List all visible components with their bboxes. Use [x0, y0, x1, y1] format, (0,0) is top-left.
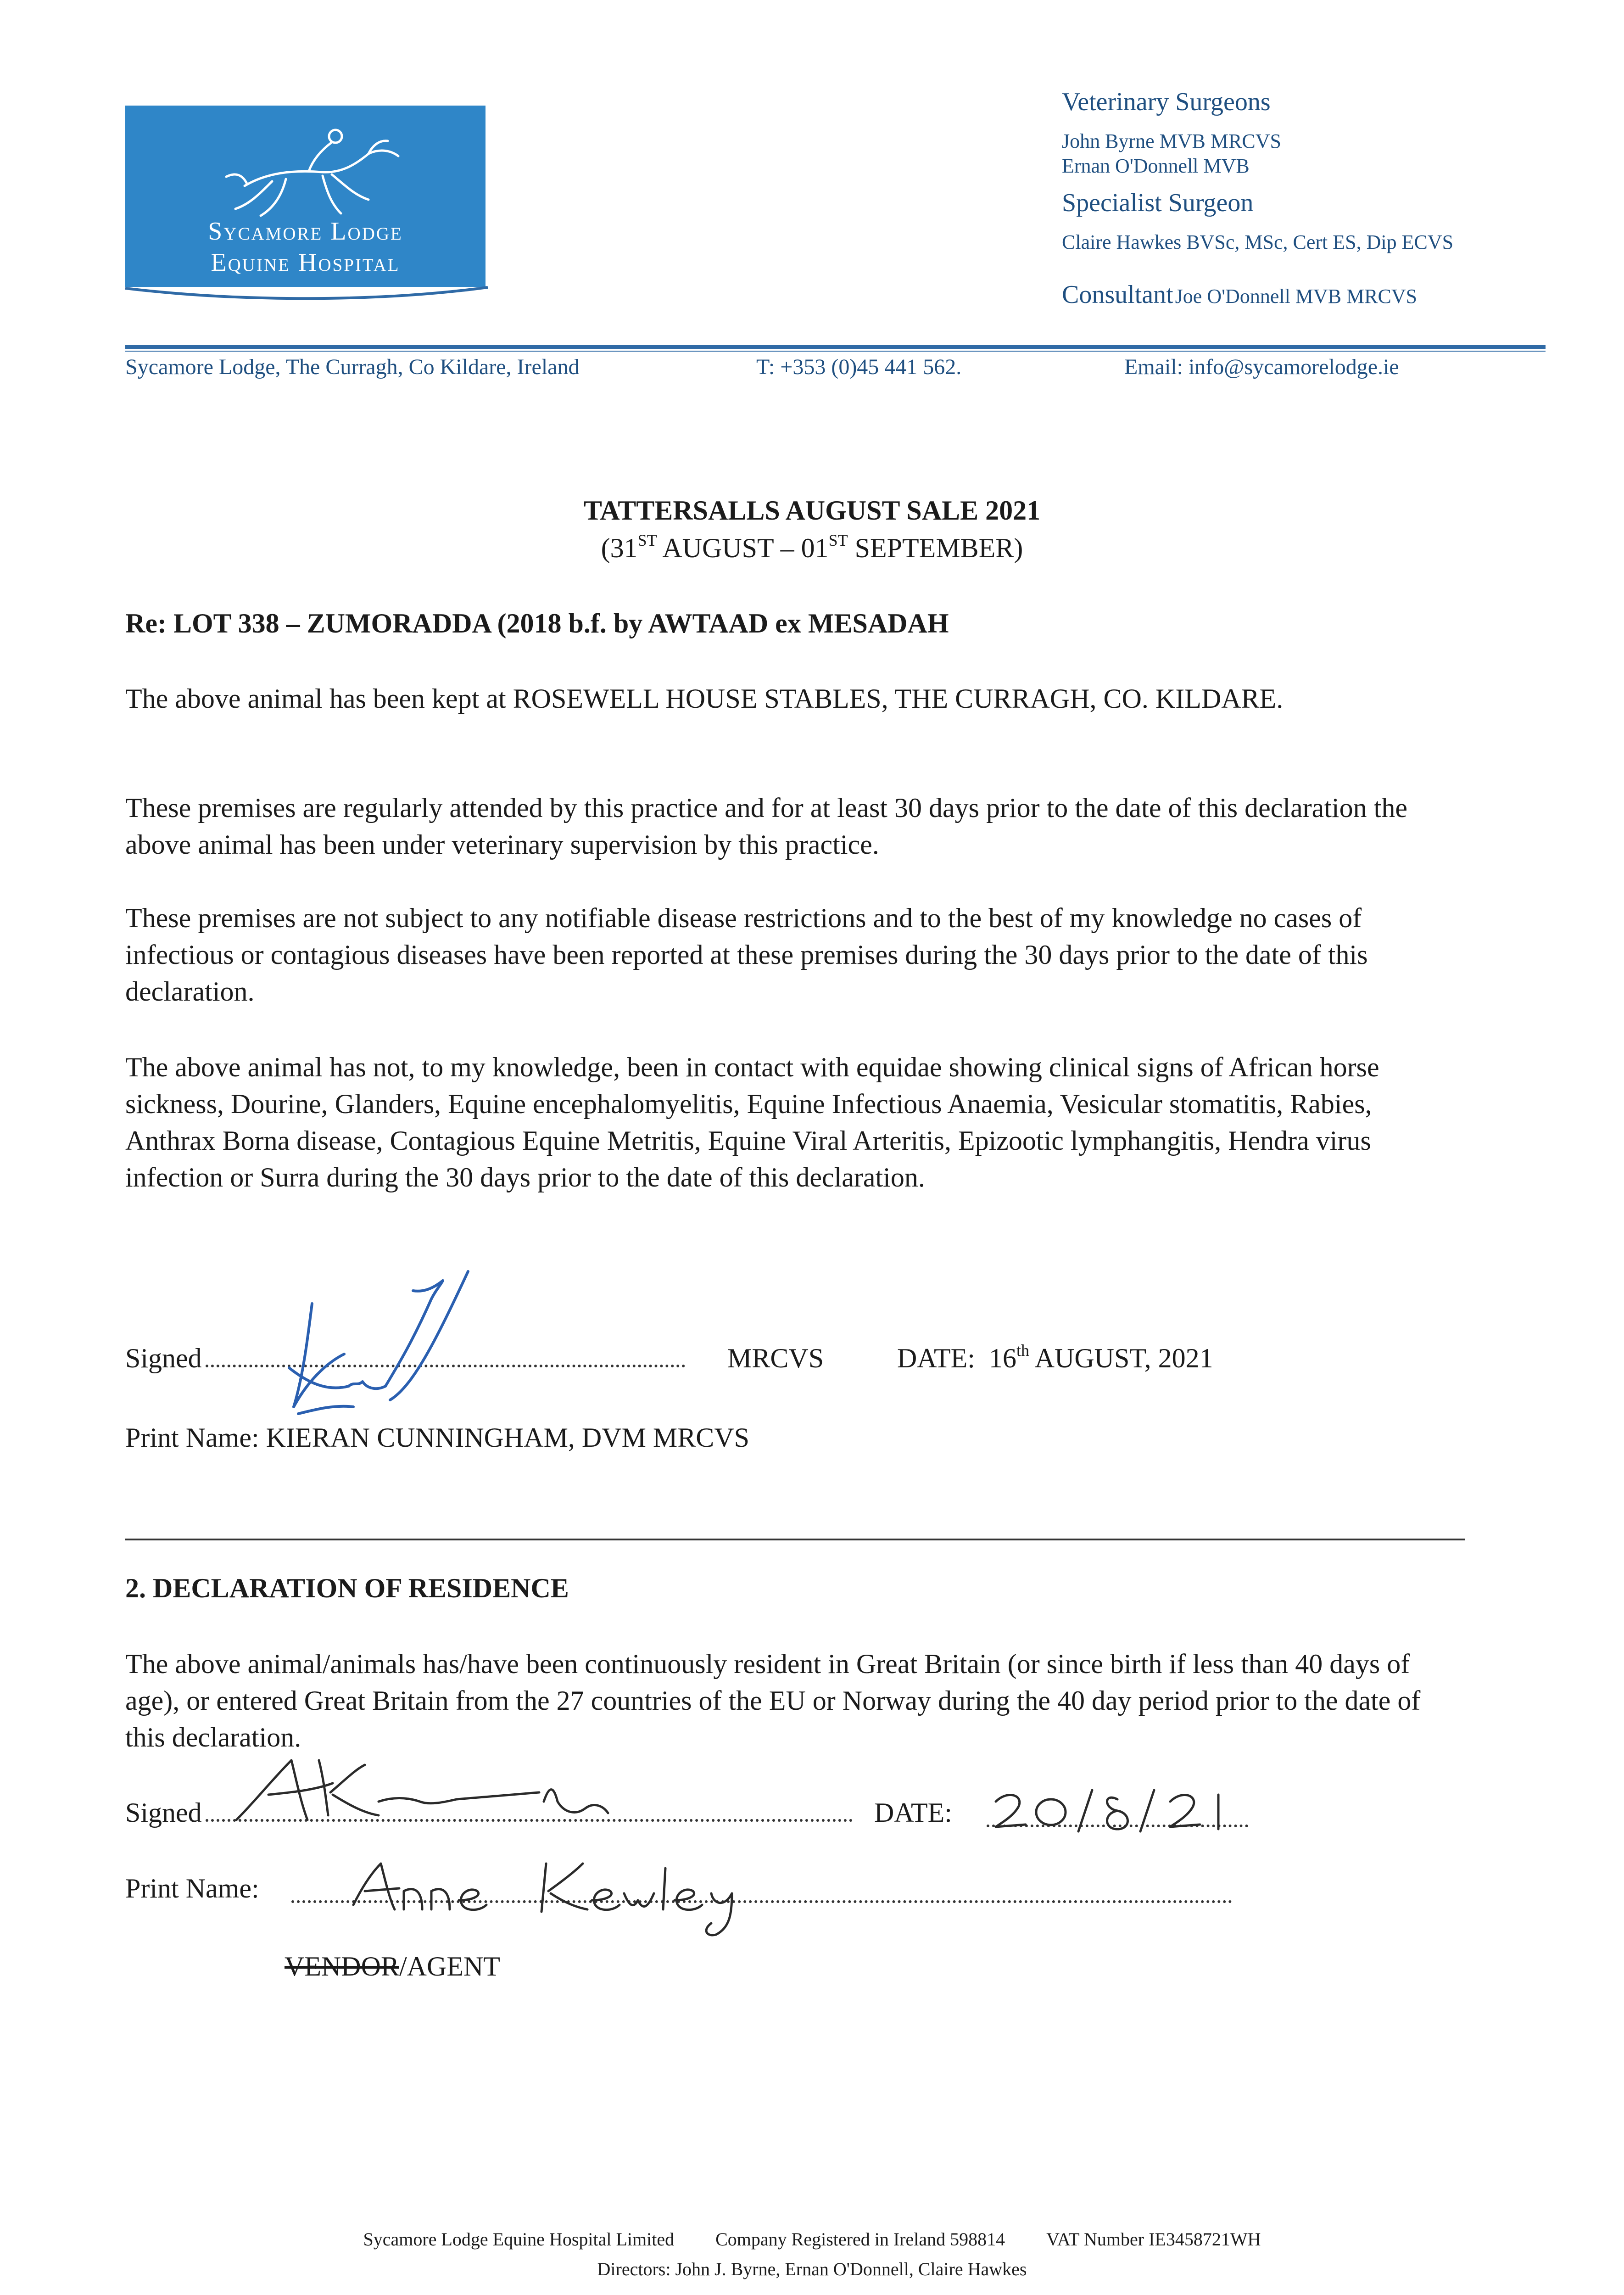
letterhead-rule-thin	[125, 351, 1546, 352]
role-vendor-struck: VENDOR	[285, 1951, 399, 1982]
residence-paragraph: The above animal/animals has/have been continuously resident in Great Britain (or since birth if less than 40 days of age), or entered Great Britain from the 27 countries of the EU or Norway during the 40 day period prior to the date of this declaration.	[125, 1649, 1421, 1752]
handwritten-date	[987, 1786, 1244, 1836]
agent-print-label: Print Name:	[125, 1873, 259, 1903]
footer-company: Sycamore Lodge Equine Hospital Limited	[363, 2229, 675, 2250]
handwritten-print-name	[349, 1854, 789, 1942]
letterhead-rule	[125, 345, 1546, 349]
consultant-line	[1062, 280, 1417, 309]
footer-company-line	[0, 2228, 1624, 2250]
email-address: Email: info@sycamorelodge.ie	[1124, 355, 1399, 379]
date-rest: AUGUST, 2021	[1029, 1343, 1213, 1373]
dates-suffix: ST	[637, 531, 657, 549]
agent-date-label: DATE:	[874, 1797, 952, 1828]
residence-heading: 2. DECLARATION OF RESIDENCE	[125, 1573, 569, 1603]
footer-directors: Directors: John J. Byrne, Ernan O'Donnell, Claire Hawkes	[597, 2259, 1027, 2279]
dates-suffix: ST	[828, 531, 848, 549]
sale-dates	[0, 532, 1624, 564]
footer-vat: VAT Number IE3458721WH	[1046, 2229, 1261, 2250]
logo-line-1: Sycamore Lodge	[208, 217, 403, 246]
dates-open: (31	[601, 533, 638, 563]
lot-reference: Re: LOT 338 – ZUMORADDA (2018 b.f. by AWTAAD ex MESADAH	[125, 608, 949, 638]
date-label: DATE:	[897, 1343, 975, 1373]
phone-number: T: +353 (0)45 441 562.	[756, 355, 962, 379]
mrcvs-suffix: MRCVS	[727, 1343, 824, 1373]
postal-address: Sycamore Lodge, The Curragh, Co Kildare, Ireland	[125, 355, 580, 379]
racehorse-icon	[217, 117, 410, 223]
vet-surgeons-heading: Veterinary Surgeons	[1062, 88, 1271, 116]
sale-title: TATTERSALLS AUGUST SALE 2021	[583, 495, 1041, 526]
signed-label: Signed	[125, 1797, 202, 1828]
specialist-name: Claire Hawkes BVSc, MSc, Cert ES, Dip ECVS	[1062, 231, 1454, 253]
logo-swoosh	[125, 284, 488, 302]
premises-paragraph: The above animal has been kept at ROSEWELL HOUSE STABLES, THE CURRAGH, CO. KILDARE.	[125, 683, 1284, 714]
section-divider	[125, 1539, 1465, 1540]
role-line	[285, 1951, 500, 1982]
hospital-logo	[125, 106, 486, 287]
footer-registration: Company Registered in Ireland 598814	[715, 2229, 1005, 2250]
specialist-heading: Specialist Surgeon	[1062, 189, 1254, 217]
signed-label: Signed	[125, 1343, 202, 1373]
dates-close: SEPTEMBER)	[848, 533, 1023, 563]
vet-surgeon-name: Ernan O'Donnell MVB	[1062, 155, 1250, 177]
disease-contact-paragraph: The above animal has not, to my knowledge, been in contact with equidae showing clinical signs of African horse sickness, Dourine, Glanders, Equine encephalomyelitis, Equine Infectious Anaemia, Vesicular stomatitis, Rabies, Anthrax Borna disease, Contagious Equine Metritis, Equine Viral Arteritis, Epizootic lymphangitis, Hendra virus infection or Surra during the 30 days prior to the date of this declaration.	[125, 1052, 1379, 1192]
supervision-paragraph: These premises are regularly attended by this practice and for at least 30 days prior to the date of this declaration the above animal has been under veterinary supervision by this practice.	[125, 793, 1407, 860]
agent-handwritten-signature	[227, 1751, 640, 1829]
consultant-name: Joe O'Donnell MVB MRCVS	[1175, 285, 1418, 308]
logo-line-2: Equine Hospital	[211, 248, 400, 277]
consultant-heading: Consultant	[1062, 280, 1173, 309]
vet-print-name: Print Name: KIERAN CUNNINGHAM, DVM MRCVS	[125, 1422, 750, 1453]
vet-handwritten-signature	[239, 1248, 496, 1432]
vet-date	[897, 1343, 1213, 1374]
role-agent: /AGENT	[399, 1951, 500, 1982]
date-suffix: th	[1016, 1341, 1029, 1360]
dates-middle: AUGUST – 01	[657, 533, 829, 563]
restrictions-paragraph: These premises are not subject to any notifiable disease restrictions and to the best of my knowledge no cases of infectious or contagious diseases have been reported at these premises during the 30 days prior to the date of this declaration.	[125, 903, 1368, 1007]
date-day: 16	[988, 1343, 1016, 1373]
vet-surgeon-name: John Byrne MVB MRCVS	[1062, 130, 1281, 152]
